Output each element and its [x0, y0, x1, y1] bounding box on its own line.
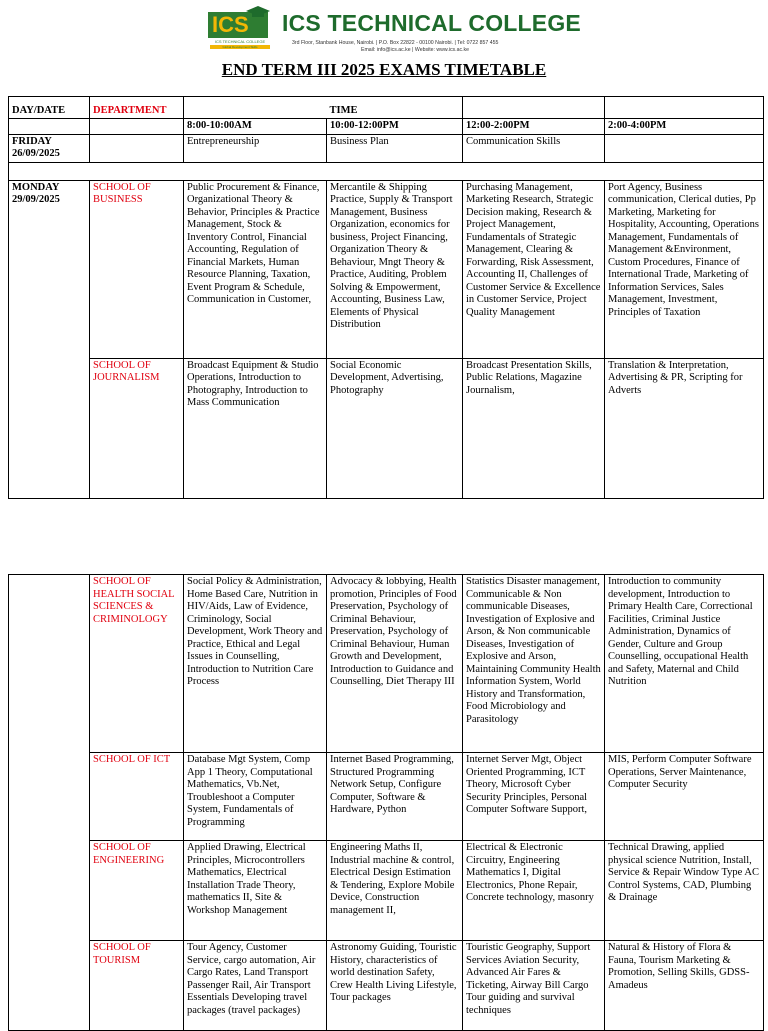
- exam-cell: Electrical & Electronic Circuitry, Engineering Mathematics I, Digital Electronics, Phone Repair, Concrete technology, masonry: [463, 841, 605, 941]
- department-cell: SCHOOL OF BUSINESS: [90, 180, 184, 358]
- department-cell: SCHOOL OF HEALTH SOCIAL SCIENCES & CRIMINOLOGY: [90, 575, 184, 753]
- exam-cell: Business Plan: [327, 134, 463, 162]
- exam-cell: Mercantile & Shipping Practice, Supply & Transport Management, Business Organization, economics for business, Project Financing, Organization Theory & Behaviour, Mngt Theory & Practice, Auditing, Problem Solving & Empowerment, Accounting, Business Law, Elements of Physical Distribution: [327, 180, 463, 358]
- exam-cell: Database Mgt System, Comp App 1 Theory, Computational Mathematics, Vb.Net, Troubleshoot a Computer System, Fundamentals of Programming: [184, 753, 327, 841]
- department-cell: SCHOOL OF TOURISM: [90, 941, 184, 1031]
- exam-cell: Broadcast Presentation Skills, Public Relations, Magazine Journalism,: [463, 358, 605, 498]
- day-label: FRIDAY: [12, 135, 52, 147]
- exam-cell: Advocacy & lobbying, Health promotion, Principles of Food Preservation, Psychology of Criminal Behaviour, Preservation, Psychology of Criminal Behaviour, Human Growth and Development, Introduction to Guidance and Counselling, Diet Therapy III: [327, 575, 463, 753]
- document-title-text: END TERM III 2025 EXAMS TIMETABLE: [221, 60, 547, 79]
- table-header-row: [9, 97, 764, 119]
- date-label: 29/09/2025: [12, 194, 60, 205]
- department-cell: SCHOOL OF ENGINEERING: [90, 841, 184, 941]
- timetable-page-1: [8, 96, 764, 499]
- department-cell: SCHOOL OF JOURNALISM: [90, 358, 184, 498]
- logo-mark: ICS: [208, 12, 268, 38]
- exam-cell: Social Policy & Administration, Home Based Care, Nutrition in HIV/Aids, Law of Evidence, Criminology, Social Development, Work Theory and Practice, Ethical and Legal Issues in Counselling, Introduction to Nutrition Care Process: [184, 575, 327, 753]
- time-slot-row: [9, 119, 764, 135]
- table-row: [9, 358, 764, 498]
- day-date-header: DAY/DATE: [9, 97, 90, 119]
- table-row: [9, 134, 764, 162]
- timetable-page-2: [8, 574, 764, 1031]
- time-slot: 2:00-4:00PM: [605, 119, 764, 135]
- day-label: MONDAY: [12, 181, 60, 193]
- exam-cell: [605, 134, 764, 162]
- exam-cell: Tour Agency, Customer Service, cargo automation, Air Cargo Rates, Land Transport Passenger Rail, Air Transport Essentials Developing travel packages (travel packages): [184, 941, 327, 1031]
- time-slot: 12:00-2:00PM: [463, 119, 605, 135]
- exam-cell: Statistics Disaster management, Communicable & Non communicable Diseases, Investigation of Explosive and Arson, & Non communicable Diseases, Investigation of Explosive and Arson, Maintaining Community Health Information System, World History and Transformation, Food Microbiology and Parasitology: [463, 575, 605, 753]
- exam-cell: Social Economic Development, Advertising, Photography: [327, 358, 463, 498]
- exam-cell: Purchasing Management, Marketing Research, Strategic Decision making, Research & Project Management, Fundamentals of Strategic Management, Clearing & Forwarding, Risk Assessment, Accounting II, Challenges of Customer Service & Excellence in Customer Service, Project Quality Management: [463, 180, 605, 358]
- logo-tagline: Global Development Skills: [210, 45, 270, 49]
- college-address: 3rd Floor, Stanbank House, Nairobi. | P.O. Box 22822 - 00100 Nairobi. | Tel: 0722 857 455: [292, 40, 499, 46]
- department-cell: SCHOOL OF ICT: [90, 753, 184, 841]
- time-slot: 8:00-10:00AM: [184, 119, 327, 135]
- logo-subtext: ICS TECHNICAL COLLEGE: [214, 39, 266, 44]
- time-slot: 10:00-12:00PM: [327, 119, 463, 135]
- exam-cell: Communication Skills: [463, 134, 605, 162]
- exam-cell: MIS, Perform Computer Software Operations, Server Maintenance, Computer Security: [605, 753, 764, 841]
- exam-cell: Broadcast Equipment & Studio Operations, Introduction to Photography, Introduction to Mass Communication: [184, 358, 327, 498]
- table-row: [9, 753, 764, 841]
- table-row: [9, 841, 764, 941]
- document-title: [0, 60, 768, 80]
- department-header: DEPARTMENT: [90, 97, 184, 119]
- exam-cell: Natural & History of Flora & Fauna, Tourism Marketing & Promotion, Selling Skills, GDSS-Amadeus: [605, 941, 764, 1031]
- day-cell: [9, 180, 90, 498]
- exam-cell: Engineering Maths II, Industrial machine & control, Electrical Design Estimation & Tendering, Explore Mobile Device, Construction management II,: [327, 841, 463, 941]
- exam-cell: Internet Server Mgt, Object Oriented Programming, ICT Theory, Microsoft Cyber Security Principles, Personal Computer Software Support,: [463, 753, 605, 841]
- college-logo: [208, 8, 272, 50]
- exam-cell: Internet Based Programming, Structured Programming Network Setup, Configure Computer, Software & Hardware, Python: [327, 753, 463, 841]
- graduation-cap-icon: [246, 6, 270, 18]
- college-contact: Email: info@ics.ac.ke | Website: www.ics.ac.ke: [361, 47, 469, 53]
- date-label: 26/09/2025: [12, 148, 60, 159]
- exam-cell: Technical Drawing, applied physical science Nutrition, Install, Service & Repair Window Type AC Control Systems, CAD, Plumbing & Drainage: [605, 841, 764, 941]
- exam-cell: Translation & Interpretation, Advertising & PR, Scripting for Adverts: [605, 358, 764, 498]
- exam-cell: Applied Drawing, Electrical Principles, Microcontrollers Mathematics, Electrical Installation Trade Theory, mathematics II, Site & Workshop Management: [184, 841, 327, 941]
- exam-cell: Touristic Geography, Support Services Aviation Security, Advanced Air Fares & Ticketing, Airway Bill Cargo Tour guiding and survival techniques: [463, 941, 605, 1031]
- exam-cell: Introduction to community development, Introduction to Primary Health Care, Correctional Facilities, Criminal Justice Administration, Dynamics of Gender, Culture and Group Counselling, occupational Health and Safety, Maternal and Child Nutrition: [605, 575, 764, 753]
- time-header: TIME: [327, 97, 463, 119]
- exam-cell: Public Procurement & Finance, Organizational Theory & Behavior, Principles & Practice Management, Stock & Inventory Control, Financial Accounting, Regulation of Financial Markets, Human Resource Planning, Taxation, Event Program & Schedule, Communication in Customer,: [184, 180, 327, 358]
- college-name: ICS TECHNICAL COLLEGE: [282, 10, 581, 36]
- exam-cell: Entrepreneurship: [184, 134, 327, 162]
- table-row: [9, 180, 764, 358]
- day-cell: [9, 134, 90, 162]
- exam-cell: Port Agency, Business communication, Clerical duties, Pp Marketing, Marketing for Hospitality, Accounting, Operations Management, Fundamentals of Management &Environment, Custom Procedures, Finance of International Trade, Marketing of Information Services, Sales Management, Investment, Principles of Taxation: [605, 180, 764, 358]
- table-row: [9, 941, 764, 1031]
- exam-cell: Astronomy Guiding, Touristic History, characteristics of world destination Safety, Crew Health Living Lifestyle, Tour packages: [327, 941, 463, 1031]
- letterhead: [0, 0, 768, 58]
- table-row: [9, 575, 764, 753]
- spacer-row: [9, 162, 764, 180]
